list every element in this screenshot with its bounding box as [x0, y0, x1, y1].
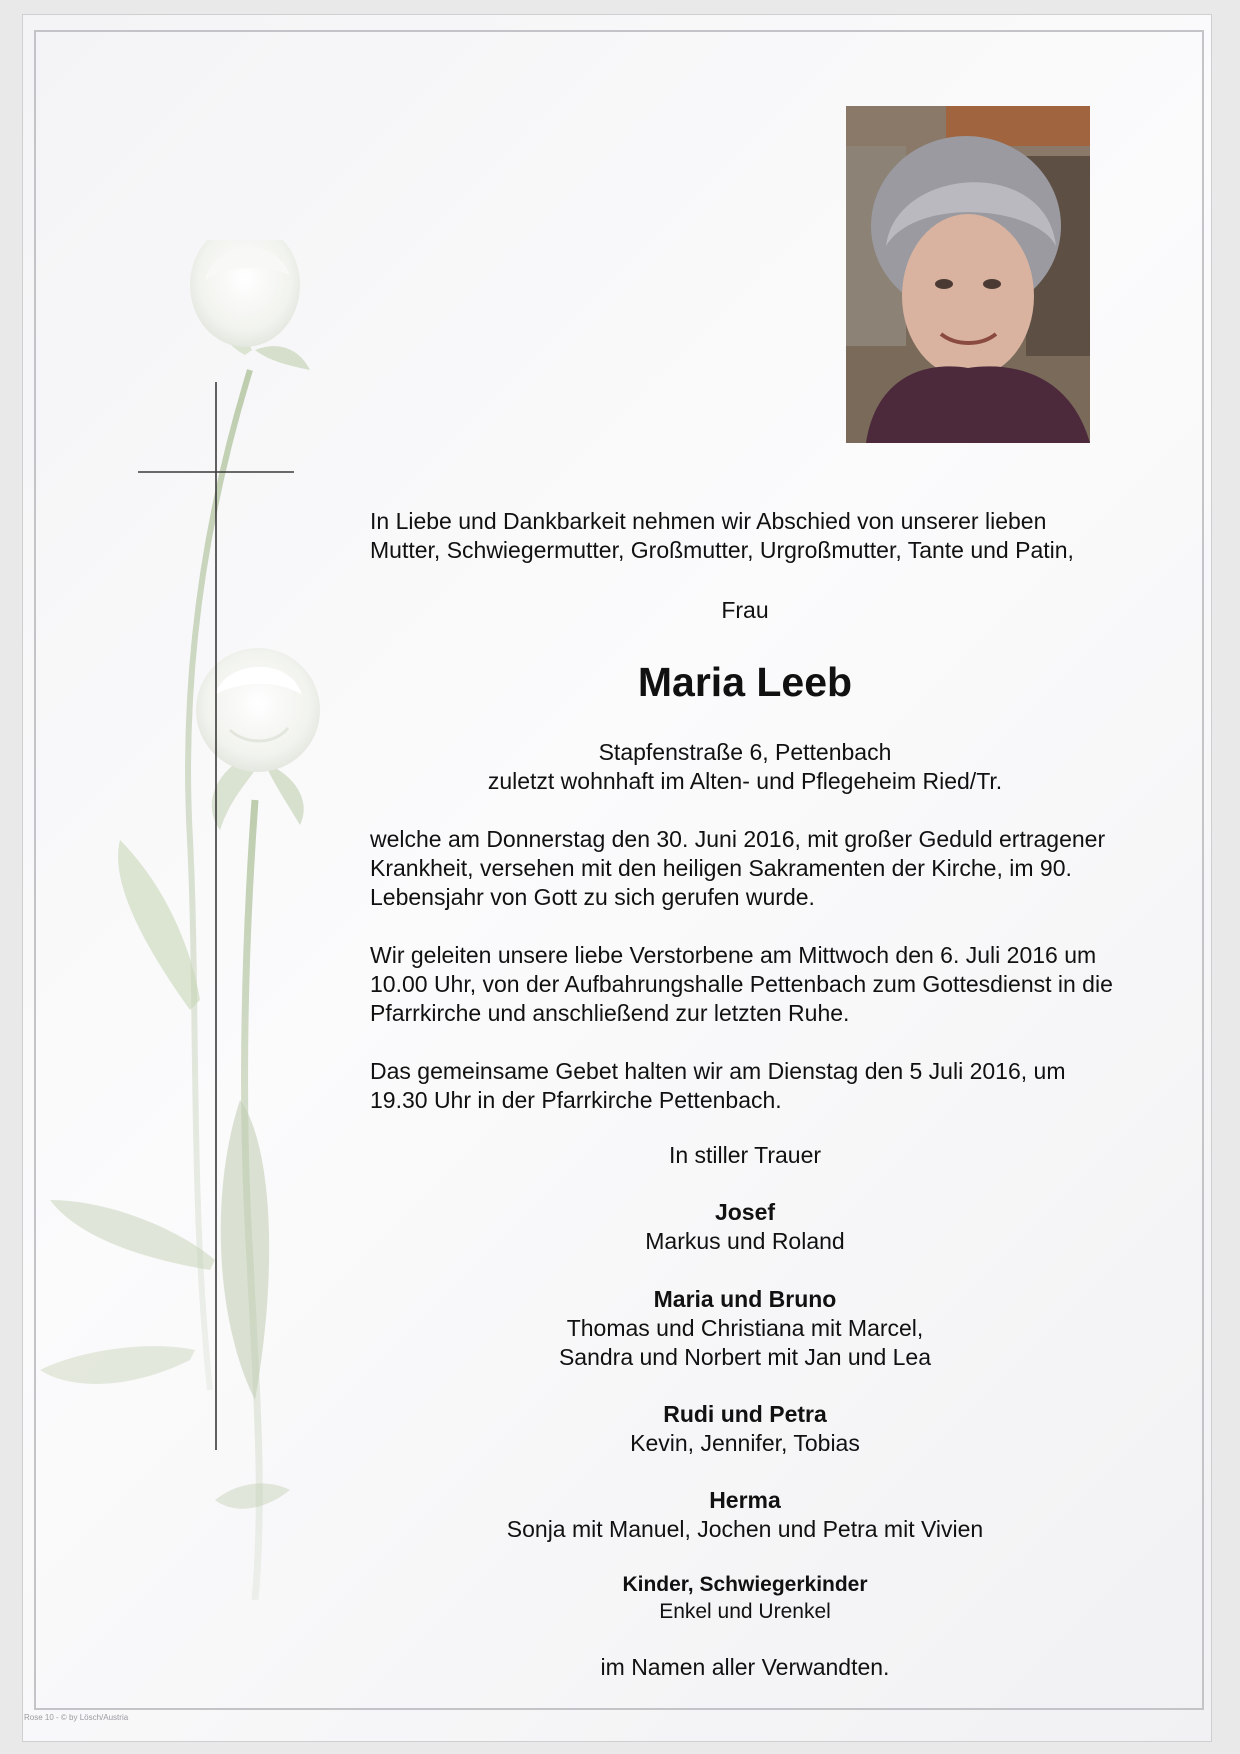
- mourner-group-4: [370, 1486, 1120, 1544]
- funeral-text: Wir geleiten unsere liebe Verstorbene am Mittwoch den 6. Juli 2016 um 10.00 Uhr, von der Aufbahrungshalle Pettenbach zum Gottesdienst in die Pfarrkirche und anschließend zur letzten Ruhe.: [370, 942, 1113, 1026]
- mourner-head: Josef: [714, 1199, 776, 1225]
- prayer-paragraph: [370, 1057, 1120, 1115]
- funeral-paragraph: [370, 941, 1120, 1028]
- mourner-group-5: [370, 1571, 1120, 1625]
- mourner-line: Enkel und Urenkel: [659, 1600, 831, 1623]
- mourner-line: Sandra und Norbert mit Jan und Lea: [558, 1344, 932, 1370]
- closing-line: im Namen aller Verwandten.: [600, 1654, 890, 1680]
- mourner-head: Maria und Bruno: [653, 1286, 837, 1312]
- address-block: [370, 738, 1120, 796]
- cross-icon: [138, 382, 298, 1452]
- intro-text: In Liebe und Dankbarkeit nehmen wir Abschied von unserer lieben Mutter, Schwiegermutter, Großmutter, Urgroßmutter, Tante und Patin,: [370, 508, 1074, 563]
- mourner-line: Kevin, Jennifer, Tobias: [630, 1430, 860, 1456]
- death-paragraph: [370, 825, 1120, 912]
- footer-credit: Rose 10 - © by Lösch/Austria: [24, 1713, 129, 1722]
- death-text: welche am Donnerstag den 30. Juni 2016, mit großer Geduld ertragener Krankheit, versehen mit den heiligen Sakramenten der Kirche, im 90. Lebensjahr von Gott zu sich gerufen wurde.: [370, 826, 1106, 910]
- portrait-photo: [846, 106, 1090, 443]
- mourning-line: In stiller Trauer: [668, 1142, 822, 1168]
- mourner-group-2: [370, 1285, 1120, 1372]
- intro-paragraph: [370, 507, 1120, 565]
- salutation: Frau: [721, 597, 769, 623]
- mourner-group-1: [370, 1198, 1120, 1256]
- mourner-line: Thomas und Christiana mit Marcel,: [566, 1315, 924, 1341]
- prayer-text: Das gemeinsame Gebet halten wir am Dienstag den 5 Juli 2016, um 19.30 Uhr in der Pfarrkirche Pettenbach.: [370, 1058, 1066, 1113]
- mourner-group-3: [370, 1400, 1120, 1458]
- mourner-line: Sonja mit Manuel, Jochen und Petra mit Vivien: [506, 1516, 984, 1542]
- address-line-1: Stapfenstraße 6, Pettenbach: [598, 739, 892, 765]
- mourner-head: Herma: [709, 1487, 781, 1513]
- mourner-head: Rudi und Petra: [663, 1401, 827, 1427]
- address-line-2: zuletzt wohnhaft im Alten- und Pflegeheim Ried/Tr.: [487, 768, 1003, 794]
- mourner-line: Markus und Roland: [645, 1228, 845, 1254]
- mourner-head: Kinder, Schwiegerkinder: [622, 1573, 868, 1596]
- deceased-name: Maria Leeb: [637, 659, 853, 705]
